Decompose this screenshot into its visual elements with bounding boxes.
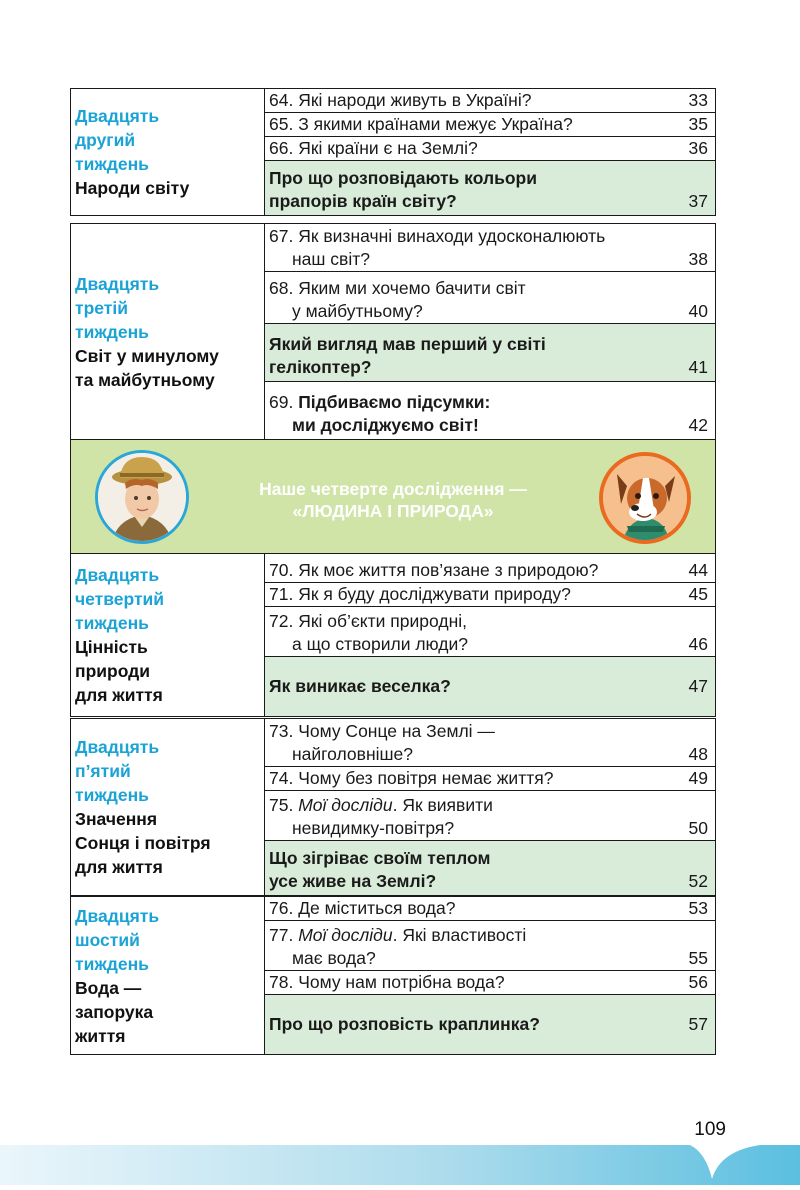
week-caption-line: для життя: [75, 857, 163, 877]
lesson-title: у майбутньому?: [292, 301, 423, 321]
lesson-row[interactable]: [265, 767, 716, 791]
lesson-title: 76. Де міститься вода?: [269, 898, 456, 918]
lesson-page: 55: [688, 948, 708, 968]
lesson-title: 74. Чому без повітря немає життя?: [269, 768, 554, 788]
lesson-title: Про що розповість краплинка?: [269, 1014, 540, 1034]
lesson-page: 50: [688, 818, 708, 838]
lesson-title: . Які властивості: [392, 925, 527, 945]
lesson-title: 78. Чому нам потрібна вода?: [269, 972, 505, 992]
week-caption-line: Цінність: [75, 637, 148, 657]
lesson-page: 52: [688, 871, 708, 891]
week-title-line: тиждень: [75, 785, 149, 805]
week-25-cell: [71, 719, 265, 896]
week-title-line: Двадцять: [75, 565, 160, 585]
lesson-title: 67. Як визначні винаходи удосконалюють: [269, 226, 606, 246]
boy-explorer-portrait-icon: [95, 450, 189, 544]
lesson-page: 48: [688, 744, 708, 764]
week-22-table: [70, 88, 716, 216]
week-24-cell: [71, 554, 265, 717]
lesson-row[interactable]: [265, 971, 716, 995]
week-caption-line: запорука: [75, 1001, 154, 1022]
lesson-row[interactable]: [265, 583, 716, 607]
lesson-row[interactable]: [265, 224, 716, 272]
lesson-page: 38: [688, 249, 708, 269]
week-caption-line: Світ у минулому: [75, 345, 219, 366]
lesson-row-highlight[interactable]: [265, 995, 716, 1055]
week-caption-line: та майбутньому: [75, 369, 215, 390]
lesson-number: 75.: [269, 795, 294, 815]
lesson-row[interactable]: [265, 719, 716, 767]
week-title-line: тиждень: [75, 953, 149, 974]
week-title-line: другий: [75, 130, 136, 150]
week-26-cell: [71, 897, 265, 1055]
week-title-line: Двадцять: [75, 273, 160, 294]
lesson-page: 47: [688, 676, 708, 696]
lesson-tag-italic: Мої досліди: [298, 795, 393, 815]
lesson-title: Підбиваємо підсумки:: [298, 392, 491, 412]
week-26-table: [70, 896, 716, 1055]
lesson-row-highlight[interactable]: [265, 324, 716, 382]
footer-decoration: [0, 1145, 800, 1185]
lesson-title: Як виникає веселка?: [269, 676, 451, 696]
lesson-page: 44: [688, 560, 708, 580]
week-25-table: [70, 718, 716, 896]
banner-line-1: Наше четверте дослідження —: [259, 479, 527, 499]
page-number: 109: [694, 1119, 726, 1140]
lesson-title: Про що розповідають кольори: [269, 168, 537, 188]
lesson-row[interactable]: [265, 554, 716, 583]
lesson-title: прапорів країн світу?: [269, 191, 457, 211]
lesson-row[interactable]: [265, 921, 716, 971]
week-caption-line: природи: [75, 661, 151, 681]
week-caption-line: для життя: [75, 685, 163, 705]
lesson-row[interactable]: [265, 272, 716, 324]
lesson-title: 68. Яким ми хочемо бачити світ: [269, 278, 526, 298]
week-24-table: [70, 553, 716, 717]
lesson-title: гелікоптер?: [269, 357, 372, 377]
lesson-title: 70. Як моє життя пов’язане з природою?: [269, 560, 599, 580]
lesson-title: має вода?: [292, 948, 376, 968]
lesson-row[interactable]: [265, 89, 716, 113]
lesson-row[interactable]: [265, 791, 716, 841]
week-title-line: тиждень: [75, 613, 149, 633]
lesson-tag-italic: Мої досліди: [298, 925, 393, 945]
lesson-row[interactable]: [265, 897, 716, 921]
week-23-table: [70, 223, 716, 440]
lesson-title: 73. Чому Сонце на Землі —: [269, 721, 495, 741]
week-title-line: Двадцять: [75, 905, 160, 926]
lesson-title: Який вигляд мав перший у світі: [269, 334, 546, 354]
week-title-line: тиждень: [75, 154, 149, 174]
week-title-line: шостий: [75, 929, 140, 950]
lesson-title: . Як виявити: [392, 795, 493, 815]
lesson-title: 71. Як я буду досліджувати природу?: [269, 584, 571, 604]
week-caption-line: Народи світу: [75, 178, 190, 198]
lesson-page: 42: [688, 415, 708, 435]
lesson-page: 35: [688, 114, 708, 134]
lesson-page: 57: [688, 1014, 708, 1034]
week-title-line: четвертий: [75, 589, 165, 609]
lesson-row-highlight[interactable]: [265, 161, 716, 216]
week-title-line: третій: [75, 297, 128, 318]
lesson-title: 72. Які об’єкти природні,: [269, 611, 468, 631]
lesson-title: наш світ?: [292, 249, 370, 269]
lesson-number: 77.: [269, 925, 294, 945]
lesson-row[interactable]: [265, 607, 716, 657]
section-banner: [70, 440, 716, 553]
lesson-title: найголовніше?: [292, 744, 414, 764]
lesson-page: 40: [688, 301, 708, 321]
week-caption-line: Сонця і повітря: [75, 833, 211, 853]
lesson-page: 46: [688, 634, 708, 654]
lesson-row-highlight[interactable]: [265, 841, 716, 896]
lesson-title: ми досліджуємо світ!: [292, 415, 479, 435]
lesson-title: 66. Які країни є на Землі?: [269, 138, 478, 158]
week-22-cell: [71, 89, 265, 216]
lesson-page: 36: [688, 138, 708, 158]
lesson-page: 49: [688, 768, 708, 788]
lesson-title: а що створили люди?: [292, 634, 469, 654]
lesson-page: 41: [688, 357, 708, 377]
lesson-page: 37: [688, 191, 708, 211]
week-caption-line: життя: [75, 1025, 126, 1046]
lesson-title: 65. З якими країнами межує Україна?: [269, 114, 573, 134]
lesson-row-highlight[interactable]: [265, 657, 716, 717]
lesson-title: невидимку-повітря?: [292, 818, 455, 838]
lesson-page: 45: [688, 584, 708, 604]
banner-line-2: «ЛЮДИНА І ПРИРОДА»: [292, 501, 494, 521]
week-title-line: Двадцять: [75, 106, 160, 126]
week-caption-line: Вода —: [75, 977, 142, 998]
lesson-row[interactable]: [265, 382, 716, 440]
lesson-title: 64. Які народи живуть в Україні?: [269, 90, 532, 110]
lesson-row[interactable]: [265, 137, 716, 161]
week-caption-line: Значення: [75, 809, 158, 829]
lesson-row[interactable]: [265, 113, 716, 137]
lesson-title: Що зігріває своїм теплом: [269, 848, 491, 868]
week-title-line: п’ятий: [75, 761, 131, 781]
lesson-title: усе живе на Землі?: [269, 871, 437, 891]
lesson-page: 56: [688, 972, 708, 992]
lesson-page: 33: [688, 90, 708, 110]
banner-title: [221, 478, 565, 522]
week-title-line: Двадцять: [75, 737, 160, 757]
week-title-line: тиждень: [75, 321, 149, 342]
dog-mascot-portrait-icon: [599, 452, 691, 544]
lesson-number: 69.: [269, 392, 294, 412]
week-23-cell: [71, 224, 265, 440]
lesson-page: 53: [688, 898, 708, 918]
